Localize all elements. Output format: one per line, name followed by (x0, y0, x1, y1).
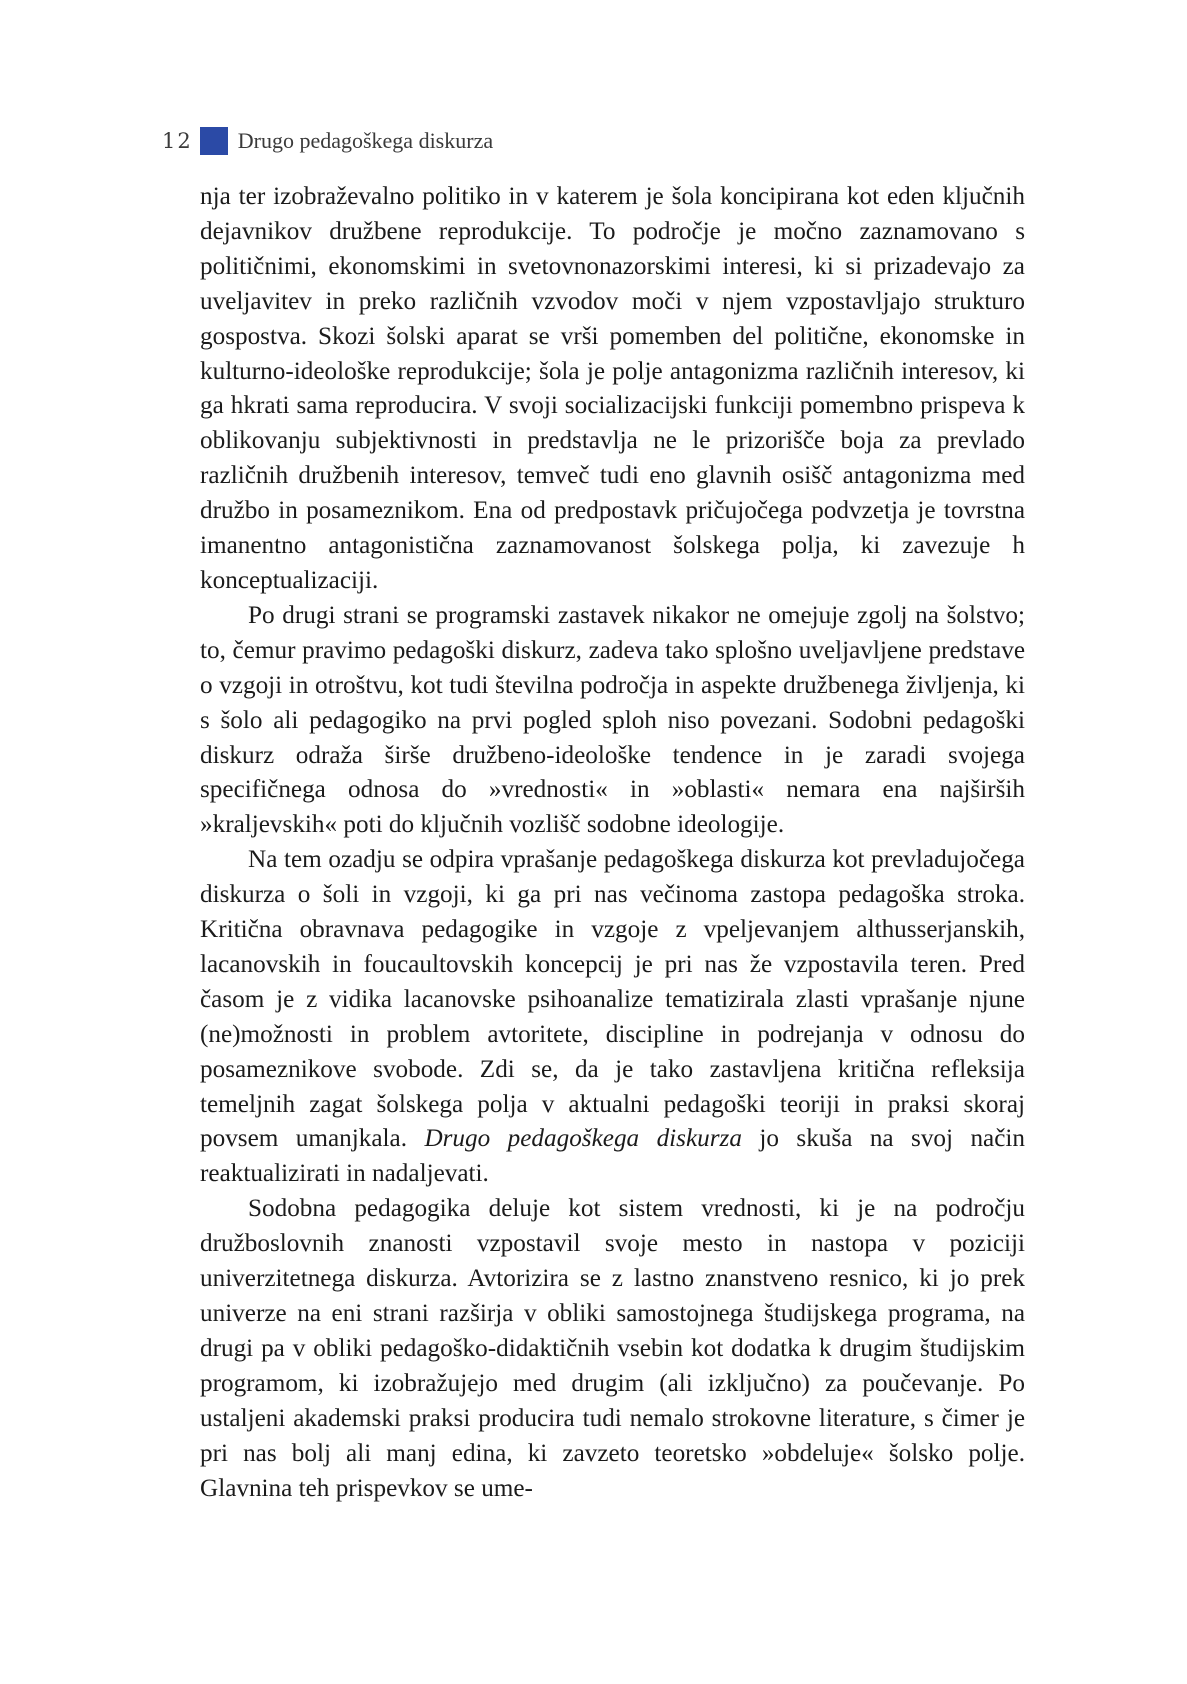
paragraph-3-start: Na tem ozadju se odpira vprašanje pedagoškega diskurza kot prevladujočega diskurza o šoli in vzgoji, ki ga pri nas večinoma zastopa pedagoška stroka. Kritična obravnava pedagogike in vzgoje z vpeljevanjem althusserjanskih, lacanovskih in foucaultovskih koncepcij je pri nas že vzpostavila teren. Pred časom je z vidika lacanovske psihoanalize tematizirala zlasti vprašanje njune (ne)možnosti in problem avtoritete, discipline in podrejanja v odnosu do posameznikove svobode. Zdi se, da je tako zastavljena kritična refleksija temeljnih zagat šolskega polja v aktualni pedagoški teoriji in praksi skoraj povsem umanjkala. (200, 846, 1025, 1153)
blue-square-marker (200, 127, 228, 155)
book-title-italic: Drugo pedagoškega diskurza (424, 1125, 742, 1153)
page-number: 12 (162, 129, 193, 153)
paragraph-3 (200, 843, 1025, 1192)
body-text (200, 180, 1025, 1506)
running-header-title: Drugo pedagoškega diskurza (237, 128, 494, 153)
paragraph-1: nja ter izobraževalno politiko in v katerem je šola koncipirana kot eden ključnih dejavnikov družbene reprodukcije. To področje je močno zaznamovano s političnimi, ekonomskimi in svetovnonazorskimi interesi, ki si prizadevajo za uveljavitev in preko različnih vzvodov moči v njem vzpostavljajo strukturo gospostva. Skozi šolski aparat se vrši pomemben del politične, ekonomske in kulturno-ideološke reprodukcije; šola je polje antagonizma različnih interesov, ki ga hkrati sama reproducira. V svoji socializacijski funkciji pomembno prispeva k oblikovanju subjektivnosti in predstavlja ne le prizorišče boja za prevlado različnih družbenih interesov, temveč tudi eno glavnih osišč antagonizma med družbo in posameznikom. Ena od predpostavk pričujočega podvzetja je tovrstna imanentno antagonistična zaznamovanost šolskega polja, ki zavezuje h konceptualizaciji. (200, 183, 1025, 594)
paragraph-2: Po drugi strani se programski zastavek nikakor ne omejuje zgolj na šolstvo; to, čemur pravimo pedagoški diskurz, zadeva tako splošno uveljavljene predstave o vzgoji in otroštvu, kot tudi številna področja in aspekte družbenega življenja, ki s šolo ali pedagogiko na prvi pogled sploh niso povezani. Sodobni pedagoški diskurz odraža širše družbeno-ideološke tendence in je zaradi svojega specifičnega odnosa do »vrednosti« in »oblasti« nemara ena najširših »kraljevskih« poti do ključnih vozlišč sodobne ideologije. (200, 601, 1025, 839)
paragraph-4: Sodobna pedagogika deluje kot sistem vrednosti, ki je na področju družboslovnih znanosti vzpostavil svoje mesto in nastopa v poziciji univerzitetnega diskurza. Avtorizira se z lastno znanstveno resnico, ki jo prek univerze na eni strani razširja v obliki samostojnega študijskega programa, na drugi pa v obliki pedagoško-didaktičnih vsebin kot dodatka k drugim študijskim programom, ki izobražujejo med drugim (ali izključno) za poučevanje. Po ustaljeni akademski praksi producira tudi nemalo strokovne literature, s čimer je pri nas bolj ali manj edina, ki zavzeto teoretsko »obdeluje« šolsko polje. Glavnina teh prispevkov se ume- (200, 1195, 1025, 1502)
running-header (162, 124, 493, 158)
paragraph-3-end: jo skuša na svoj način reaktualizirati in nadaljevati. (200, 1125, 1025, 1188)
